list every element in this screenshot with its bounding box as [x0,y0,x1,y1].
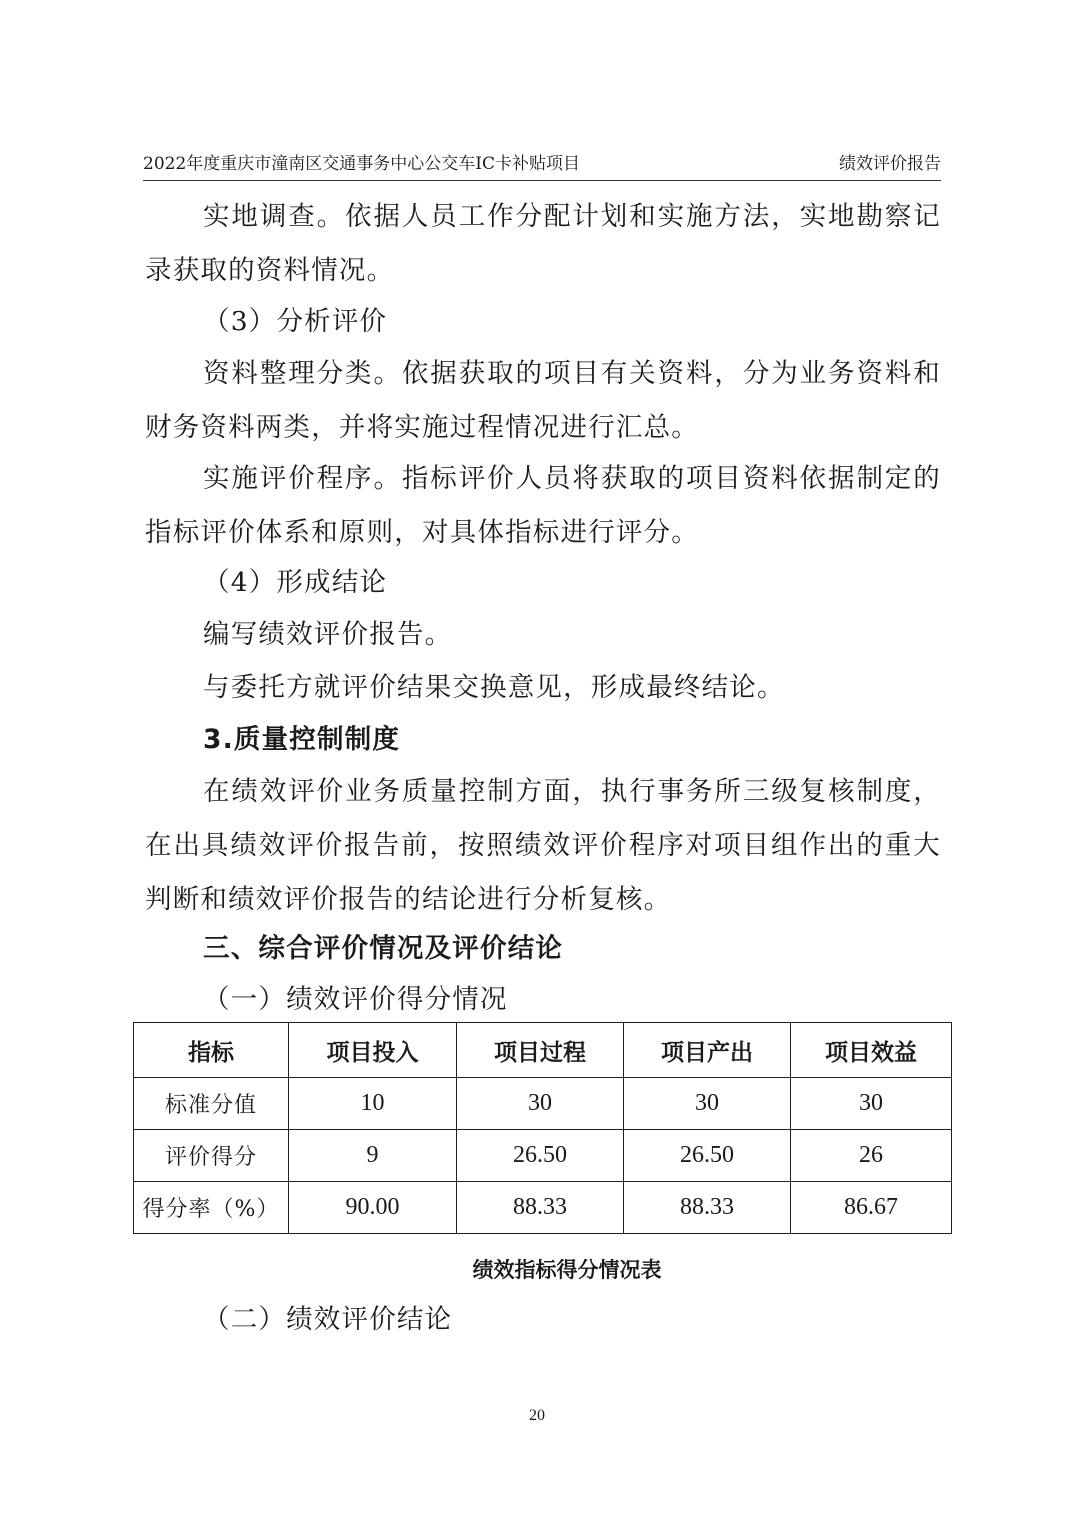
table-header-row [134,1023,952,1078]
table-cell: 9 [289,1130,457,1182]
text-exchange-opinions: 与委托方就评价结果交换意见，形成最终结论。 [203,672,785,703]
table-cell: 88.33 [624,1182,791,1234]
page-header [143,150,941,181]
paragraph-quality-control: 在绩效评价业务质量控制方面，执行事务所三级复核制度，在出具绩效评价报告前，按照绩效评价程序对项目组作出的重大判断和绩效评价报告的结论进行分析复核。 [145,776,941,915]
header-report-title: 绩效评价报告 [839,154,941,174]
table-caption: 绩效指标得分情况表 [472,1258,662,1282]
table-header: 项目效益 [791,1023,952,1078]
heading-analysis: （3）分析评价 [203,306,388,337]
table-header: 指标 [134,1023,289,1078]
header-project-title: 2022年度重庆市潼南区交通事务中心公交车IC卡补贴项目 [143,154,580,174]
paragraph-field-survey: 实地调查。依据人员工作分配计划和实施方法，实地勘察记录获取的资料情况。 [145,201,941,286]
table-cell: 30 [791,1078,952,1130]
table-header: 项目过程 [457,1023,624,1078]
table-cell: 评价得分 [134,1130,289,1182]
paragraph-evaluation-procedure: 实施评价程序。指标评价人员将获取的项目资料依据制定的指标评价体系和原则，对具体指标进行评分。 [145,463,941,548]
paragraph-data-sorting: 资料整理分类。依据获取的项目有关资料，分为业务资料和财务资料两类，并将实施过程情况进行汇总。 [145,358,941,443]
text-write-report: 编写绩效评价报告。 [203,619,453,650]
table-cell: 26.50 [624,1130,791,1182]
heading-quality-control: 3.质量控制制度 [203,724,401,755]
table-cell: 30 [457,1078,624,1130]
page-number: 20 [529,1407,545,1424]
score-table [133,1022,952,1234]
table-header: 项目投入 [289,1023,457,1078]
heading-conclusion: （4）形成结论 [203,567,388,598]
table-cell: 90.00 [289,1182,457,1234]
table-row [134,1130,952,1182]
subheading-conclusion: （二）绩效评价结论 [203,1304,453,1335]
table-row [134,1182,952,1234]
table-cell: 26 [791,1130,952,1182]
table-cell: 标准分值 [134,1078,289,1130]
table-cell: 86.67 [791,1182,952,1234]
table-cell: 30 [624,1078,791,1130]
table-cell: 得分率（%） [134,1182,289,1234]
table-cell: 88.33 [457,1182,624,1234]
table-cell: 26.50 [457,1130,624,1182]
subheading-score: （一）绩效评价得分情况 [203,984,508,1015]
table-header: 项目产出 [624,1023,791,1078]
chapter-heading-evaluation: 三、综合评价情况及评价结论 [203,933,564,964]
table-row [134,1078,952,1130]
table-cell: 10 [289,1078,457,1130]
